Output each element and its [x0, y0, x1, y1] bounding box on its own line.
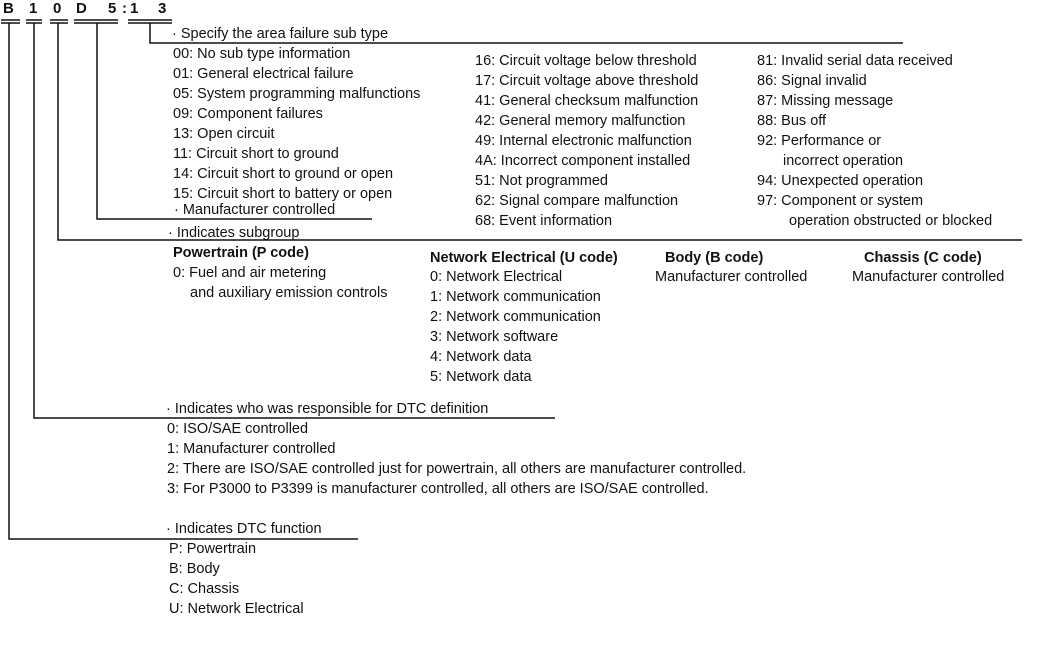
subtype-item: 41: General checksum malfunction — [475, 93, 699, 109]
subtype-item: 11: Circuit short to ground — [173, 146, 339, 162]
subtype-item: 51: Not programmed — [475, 173, 608, 189]
code-char-area-2: 5 — [108, 0, 117, 17]
chassis-item: Manufacturer controlled — [852, 269, 1005, 285]
subtype-item: 88: Bus off — [757, 113, 827, 129]
subtype-item: 05: System programming malfunctions — [173, 86, 421, 102]
subgroup-heading: · Indicates subgroup — [168, 225, 300, 241]
function-item: P: Powertrain — [169, 541, 257, 557]
responsible-heading: · Indicates who was responsible for DTC definition — [166, 401, 489, 417]
code-char-subgroup: 0 — [53, 0, 62, 17]
chassis-title: Chassis (C code) — [864, 250, 982, 266]
code-char-responsible: 1 — [29, 0, 38, 17]
powertrain-title: Powertrain (P code) — [173, 245, 309, 261]
body-title: Body (B code) — [665, 250, 764, 266]
subtype-item-cont: incorrect operation — [783, 153, 904, 169]
function-item: C: Chassis — [169, 581, 240, 597]
code-char-subtype-1: 1 — [130, 0, 139, 17]
code-char-subtype-2: 3 — [158, 0, 167, 17]
network-item: 2: Network communication — [430, 309, 601, 325]
body-item: Manufacturer controlled — [655, 269, 808, 285]
subtype-item: 17: Circuit voltage above threshold — [475, 73, 699, 89]
subtype-item: 97: Component or system — [757, 193, 924, 209]
function-item: B: Body — [169, 561, 220, 577]
subtype-item-cont: operation obstructed or blocked — [789, 213, 993, 229]
function-item: U: Network Electrical — [169, 601, 304, 617]
subtype-item: 68: Event information — [475, 213, 613, 229]
subtype-item: 00: No sub type information — [173, 46, 351, 62]
subtype-item: 92: Performance or — [757, 133, 882, 149]
manufacturer-heading: · Manufacturer controlled — [174, 202, 336, 218]
subtype-item: 16: Circuit voltage below threshold — [475, 53, 697, 69]
network-item: 0: Network Electrical — [430, 269, 563, 285]
subtype-item: 01: General electrical failure — [173, 66, 354, 82]
responsible-item: 3: For P3000 to P3399 is manufacturer controlled, all others are ISO/SAE controlled. — [167, 481, 709, 497]
subtype-item: 14: Circuit short to ground or open — [173, 166, 394, 182]
network-title: Network Electrical (U code) — [430, 250, 618, 266]
subtype-item: 81: Invalid serial data received — [757, 53, 953, 69]
network-item: 3: Network software — [430, 329, 559, 345]
network-item: 5: Network data — [430, 369, 532, 385]
code-char-function: B — [3, 0, 14, 17]
subtype-item: 49: Internal electronic malfunction — [475, 133, 692, 149]
code-underlines — [1, 20, 172, 23]
subtype-item: 42: General memory malfunction — [475, 113, 686, 129]
responsible-item: 1: Manufacturer controlled — [167, 441, 336, 457]
powertrain-item-cont: and auxiliary emission controls — [190, 285, 388, 301]
subtype-item: 09: Component failures — [173, 106, 323, 122]
subtype-heading: · Specify the area failure sub type — [172, 26, 389, 42]
code-char-separator: : — [122, 0, 127, 17]
network-item: 4: Network data — [430, 349, 532, 365]
subtype-item: 62: Signal compare malfunction — [475, 193, 679, 209]
subtype-item: 94: Unexpected operation — [757, 173, 924, 189]
network-item: 1: Network communication — [430, 289, 601, 305]
subtype-item: 4A: Incorrect component installed — [475, 153, 691, 169]
code-char-area-1: D — [76, 0, 87, 17]
function-heading: · Indicates DTC function — [166, 521, 322, 537]
subtype-item: 13: Open circuit — [173, 126, 275, 142]
responsible-item: 2: There are ISO/SAE controlled just for powertrain, all others are manufacturer controlled. — [167, 461, 747, 477]
powertrain-item: 0: Fuel and air metering — [173, 265, 327, 281]
subtype-item: 87: Missing message — [757, 93, 894, 109]
subtype-item: 15: Circuit short to battery or open — [173, 186, 393, 202]
responsible-item: 0: ISO/SAE controlled — [167, 421, 309, 437]
subtype-item: 86: Signal invalid — [757, 73, 867, 89]
